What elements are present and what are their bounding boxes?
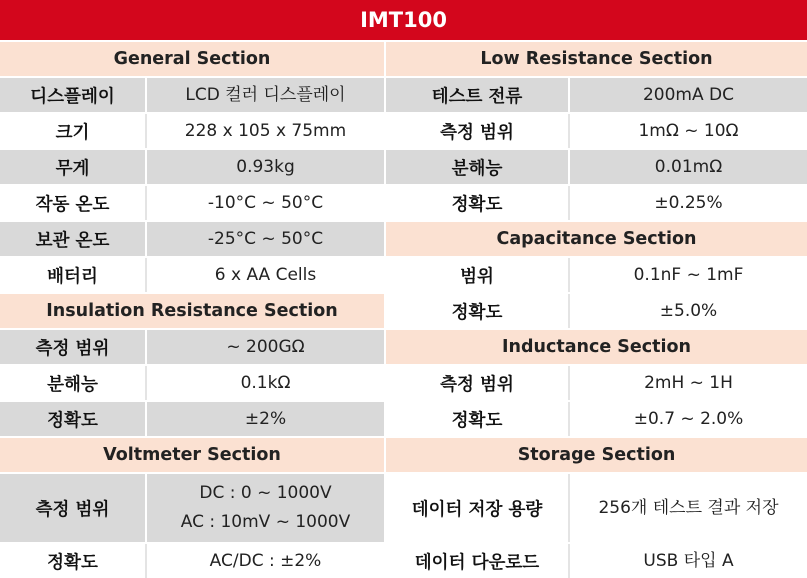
table-title: IMT100 bbox=[0, 0, 807, 40]
row-value: AC/DC : ±2% bbox=[145, 544, 384, 578]
table-row bbox=[386, 400, 807, 436]
table-row bbox=[0, 148, 384, 184]
table-row bbox=[0, 364, 384, 400]
section-header-inductance: Inductance Section bbox=[386, 328, 807, 364]
row-value: 1mΩ ~ 10Ω bbox=[568, 114, 807, 148]
table-row bbox=[386, 472, 807, 542]
table-row bbox=[386, 292, 807, 328]
row-value: ~ 200GΩ bbox=[145, 330, 384, 364]
table-row bbox=[386, 76, 807, 112]
row-value: 256개 테스트 결과 저장 bbox=[568, 474, 807, 542]
row-label: 정확도 bbox=[0, 402, 145, 436]
row-value: 228 x 105 x 75mm bbox=[145, 114, 384, 148]
row-value: ±0.25% bbox=[568, 186, 807, 220]
table-row bbox=[0, 76, 384, 112]
row-value: 200mA DC bbox=[568, 78, 807, 112]
row-value: 2mH ~ 1H bbox=[568, 366, 807, 400]
row-value: 6 x AA Cells bbox=[145, 258, 384, 292]
left-column bbox=[0, 40, 384, 578]
row-label: 측정 범위 bbox=[0, 330, 145, 364]
row-value: 0.01mΩ bbox=[568, 150, 807, 184]
table-row bbox=[0, 542, 384, 578]
row-value: ±0.7 ~ 2.0% bbox=[568, 402, 807, 436]
row-label: 정확도 bbox=[386, 402, 568, 436]
row-label: 배터리 bbox=[0, 258, 145, 292]
row-value: 0.93kg bbox=[145, 150, 384, 184]
row-value: -10°C ~ 50°C bbox=[145, 186, 384, 220]
row-label: 데이터 다운로드 bbox=[386, 544, 568, 578]
section-header-capacitance: Capacitance Section bbox=[386, 220, 807, 256]
row-value bbox=[145, 474, 384, 542]
row-value: ±5.0% bbox=[568, 294, 807, 328]
table-row bbox=[0, 220, 384, 256]
row-value: 0.1kΩ bbox=[145, 366, 384, 400]
row-label: 측정 범위 bbox=[386, 366, 568, 400]
row-label: 정확도 bbox=[0, 544, 145, 578]
row-label: 정확도 bbox=[386, 186, 568, 220]
row-label: 정확도 bbox=[386, 294, 568, 328]
row-value: USB 타입 A bbox=[568, 544, 807, 578]
table-row bbox=[0, 400, 384, 436]
row-label: 디스플레이 bbox=[0, 78, 145, 112]
row-value: 0.1nF ~ 1mF bbox=[568, 258, 807, 292]
row-label: 보관 온도 bbox=[0, 222, 145, 256]
row-label: 크기 bbox=[0, 114, 145, 148]
section-header-general: General Section bbox=[0, 40, 384, 76]
table-row bbox=[0, 112, 384, 148]
table-row bbox=[0, 472, 384, 542]
section-header-low-resistance: Low Resistance Section bbox=[386, 40, 807, 76]
table-row bbox=[0, 256, 384, 292]
table-row bbox=[386, 542, 807, 578]
table-row bbox=[386, 256, 807, 292]
row-label: 측정 범위 bbox=[386, 114, 568, 148]
right-column bbox=[386, 40, 807, 578]
row-label: 분해능 bbox=[386, 150, 568, 184]
row-label: 데이터 저장 용량 bbox=[386, 474, 568, 542]
row-value: -25°C ~ 50°C bbox=[145, 222, 384, 256]
value-line-ac: AC : 10mV ~ 1000V bbox=[180, 512, 351, 532]
section-header-storage: Storage Section bbox=[386, 436, 807, 472]
table-row bbox=[0, 184, 384, 220]
section-header-voltmeter: Voltmeter Section bbox=[0, 436, 384, 472]
table-row bbox=[386, 364, 807, 400]
table-row bbox=[386, 112, 807, 148]
row-label: 측정 범위 bbox=[0, 474, 145, 542]
row-label: 작동 온도 bbox=[0, 186, 145, 220]
table-row bbox=[0, 328, 384, 364]
row-value: ±2% bbox=[145, 402, 384, 436]
row-value: LCD 컬러 디스플레이 bbox=[145, 78, 384, 112]
row-label: 분해능 bbox=[0, 366, 145, 400]
row-label: 테스트 전류 bbox=[386, 78, 568, 112]
section-header-insulation: Insulation Resistance Section bbox=[0, 292, 384, 328]
table-row bbox=[386, 148, 807, 184]
table-row bbox=[386, 184, 807, 220]
row-label: 무게 bbox=[0, 150, 145, 184]
value-line-dc: DC : 0 ~ 1000V bbox=[199, 483, 332, 503]
row-label: 범위 bbox=[386, 258, 568, 292]
